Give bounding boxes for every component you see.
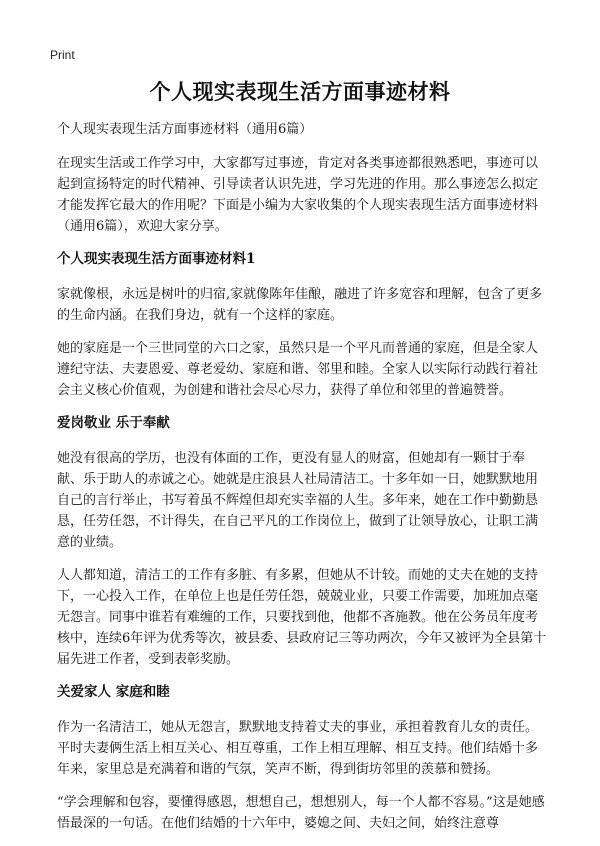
subsection-heading-dedication: 爱岗敬业 乐于奉献 [57,415,170,431]
article-subtitle: 个人现实表现生活方面事迹材料（通用6篇） [57,122,313,137]
page-title: 个人现实表现生活方面事迹材料 [149,79,451,104]
paragraph: 她没有很高的学历，也没有体面的工作，更没有显人的财富，但她却有一颗甘于奉献、乐于助人的赤诚之心。她就是庄浪县人社局清洁工。十多年如一日，她默默地用自己的言行举止，书写着虽不辉煌但却充实幸福的人生。多年来，她在工作中勤勤恳恳，任劳任怨，不计得失，在自己平凡的工作岗位上，做到了让领导放心，让职工满意的业绩。 [57,451,539,550]
paragraph: 作为一名清洁工，她从无怨言，默默地支持着丈夫的事业，承担着教育儿女的责任。平时夫妻俩生活上相互关心、相互尊重，工作上相互理解、相互支持。他们结婚十多年来，家里总是充满着和谐的气氛，笑声不断，得到街坊邻里的羡慕和赞扬。 [57,720,539,777]
section-heading-1: 个人现实表现生活方面事迹材料1 [57,251,256,267]
paragraph: 家就像根，永远是树叶的归宿,家就像陈年佳酿，融进了许多宽容和理解，包含了更多的生命内涵。在我们身边，就有一个这样的家庭。 [57,287,543,323]
print-link[interactable]: Print [50,48,75,62]
paragraph: 人人都知道，清洁工的工作有多脏、有多累，但她从不计较。而她的丈夫在她的支持下，一心投入工作，在单位上也是任劳任怨，兢兢业业，只要工作需要，加班加点毫无怨言。同事中谁若有难缠的工作，只要找到他，他都不吝施教。他在公务员年度考核中，连续6年评为优秀等次，被县委、县政府记三等功两次，今年又被评为全县第十届先进工作者，受到表彰奖励。 [57,568,547,667]
article-body [57,119,547,846]
intro-paragraph: 在现实生活或工作学习中，大家都写过事迹，肯定对各类事迹都很熟悉吧，事迹可以起到宣扬特定的时代精神、引导读者认识先进，学习先进的作用。那么事迹怎么拟定才能发挥它最大的作用呢？下面是小编为大家收集的个人现实表现生活方面事迹材料（通用6篇），欢迎大家分享。 [57,156,539,234]
subsection-heading-family: 关爱家人 家庭和睦 [57,684,170,700]
paragraph: 她的家庭是一个三世同堂的六口之家，虽然只是一个平凡而普通的家庭，但是全家人遵纪守法、夫妻恩爱、尊老爱幼、家庭和谐、邻里和睦。全家人以实际行动践行着社会主义核心价值观，为创建和谐社会尽心尽力，获得了单位和邻里的普遍赞誉。 [57,341,539,398]
paragraph: “学会理解和包容，要懂得感恩，想想自己，想想别人，每一个人都不容易。”这是她感悟最深的一句话。在他们结婚的十六年中，婆媳之间、夫妇之间，始终注意尊 [57,795,545,831]
